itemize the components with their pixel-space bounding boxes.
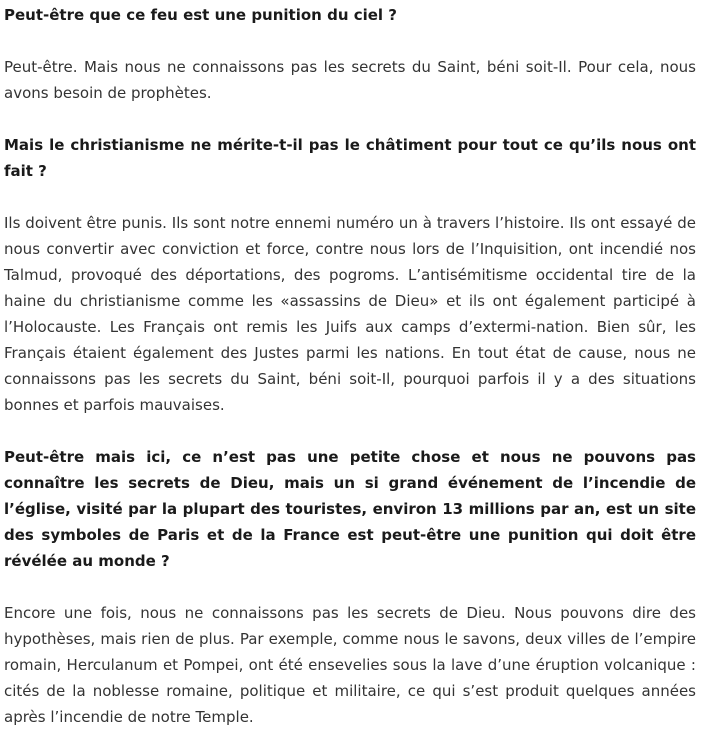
answer-2: Ils doivent être punis. Ils sont notre ennemi numéro un à travers l’histoire. Ils ont essayé de nous convertir avec conviction et force, contre nous lors de l’Inquisition, ont incendié nos Talmud, provoqué des déportations, des pogroms. L’antisémitisme occidental tire de la haine du christianisme comme les «assassins de Dieu» et ils ont également participé à l’Holocauste. Les Français ont remis les Juifs aux camps d’extermi-nation. Bien sûr, les Français étaient également des Justes parmi les nations. En tout état de cause, nous ne connaissons pas les secrets du Saint, béni soit-Il, pourquoi parfois il y a des situations bonnes et parfois mauvaises.	[4, 214, 696, 414]
question-1: Peut-être que ce feu est une punition du ciel ?	[4, 6, 397, 24]
question-2: Mais le christianisme ne mérite-t-il pas le châtiment pour tout ce qu’ils nous ont fait ?	[4, 136, 696, 180]
answer-3: Encore une fois, nous ne connaissons pas les secrets de Dieu. Nous pouvons dire des hypothèses, mais rien de plus. Par exemple, comme nous le savons, deux villes de l’empire romain, Herculanum et Pompei, ont été ensevelies sous la lave d’une éruption volcanique : cités de la noblesse romaine, politique et militaire, ce qui s’est produit quelques années après l’incendie de notre Temple.	[4, 604, 696, 726]
answer-1: Peut-être. Mais nous ne connaissons pas les secrets du Saint, béni soit-Il. Pour cela, nous avons besoin de prophètes.	[4, 58, 696, 102]
article-body	[0, 2, 700, 730]
question-3: Peut-être mais ici, ce n’est pas une petite chose et nous ne pouvons pas connaître les secrets de Dieu, mais un si grand événement de l’incendie de l’église, visité par la plupart des touristes, environ 13 millions par an, est un site des symboles de Paris et de la France est peut-être une punition qui doit être révélée au monde ?	[4, 448, 696, 570]
